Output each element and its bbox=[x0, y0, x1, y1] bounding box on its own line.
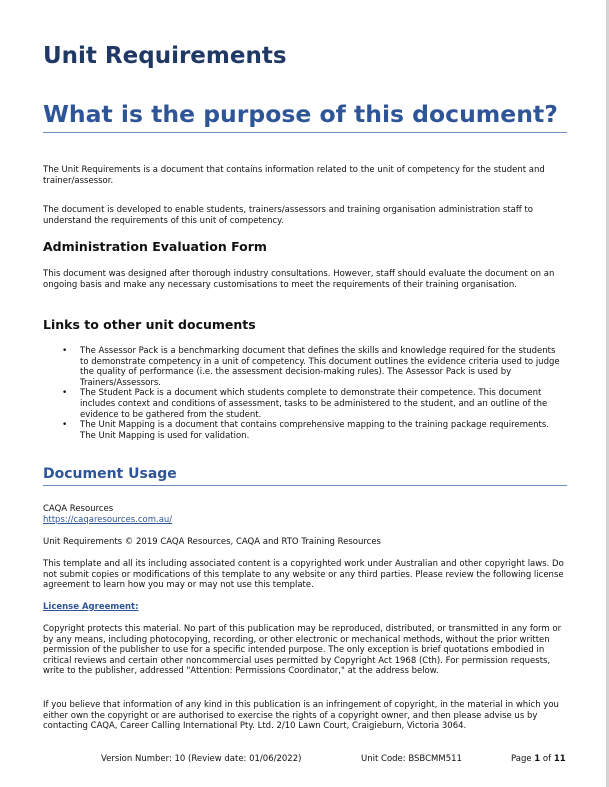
page-number bbox=[511, 754, 566, 764]
page-title: Unit Requirements bbox=[43, 43, 287, 69]
url-line bbox=[43, 515, 567, 526]
infringement-notice: If you believe that information of any kind in this publication is an infringement of copyright, in the material in which you either own the copyright or are authorised to exercise the rights of a copyright owner, and then please advise us by contacting CAQA, Career Calling International Pty. Ltd. 2/10 Lawn Court, Craigieburn, Victoria 3064. bbox=[43, 700, 559, 732]
license-label-line bbox=[43, 602, 567, 613]
document-usage-heading: Document Usage bbox=[43, 466, 567, 486]
unit-code: Unit Code: BSBCMM511 bbox=[361, 754, 462, 764]
copyright-line: Unit Requirements © 2019 CAQA Resources, CAQA and RTO Training Resources bbox=[43, 537, 381, 547]
page-current: 1 bbox=[534, 754, 541, 764]
page-footer bbox=[0, 754, 609, 768]
links-list bbox=[79, 346, 563, 441]
page-of: of bbox=[540, 754, 554, 764]
intro-paragraph-2: The document is developed to enable students, trainers/assessors and training organisation administration staff to understand the requirements of this unit of competency. bbox=[43, 205, 533, 226]
page-total: 11 bbox=[553, 754, 566, 764]
section-heading-purpose: What is the purpose of this document? bbox=[43, 100, 567, 133]
website-link[interactable]: https://caqaresources.com.au/ bbox=[43, 515, 173, 525]
page-prefix: Page bbox=[511, 754, 535, 764]
org-name: CAQA Resources bbox=[43, 504, 114, 514]
license-text: Copyright protects this material. No part of this publication may be reproduced, distributed, or transmitted in any form or by any means, including photocopying, recording, or other electronic or mechanical methods, without the prior written permission of the publisher to use for a specific intended purpose. The only exception is brief quotations embodied in critical reviews and certain other noncommercial uses permitted by Copyright Act 1968 (Cth). For permission requests, write to the publisher, addressed "Attention: Permissions Coordinator," at the address below. bbox=[43, 624, 562, 677]
links-heading: Links to other unit documents bbox=[43, 317, 256, 332]
license-agreement-link[interactable]: License Agreement: bbox=[43, 602, 139, 612]
admin-evaluation-heading: Administration Evaluation Form bbox=[43, 239, 267, 254]
list-item: • The Assessor Pack is a benchmarking document that defines the skills and knowledge required for the students to demonstrate competency in a unit of competency. This document outlines the evidence criteria used to judge the quality of performance (i.e. the assessment decision-making rules). The Assessor Pack is used by Trainers/Assessors. bbox=[79, 346, 563, 388]
list-item: • The Student Pack is a document which students complete to demonstrate their competence. This document includes context and conditions of assessment, tasks to be administered to the student, and an outline of the evidence to be gathered from the student. bbox=[79, 388, 563, 420]
version-number: Version Number: 10 (Review date: 01/06/2022) bbox=[101, 754, 302, 764]
admin-evaluation-paragraph: This document was designed after thorough industry consultations. However, staff should evaluate the document on an ongoing basis and make any necessary customisations to meet the requirements of their training organisation. bbox=[43, 269, 555, 290]
template-notice: This template and all its including associated content is a copyrighted work under Australian and other copyright laws. Do not submit copies or modifications of this template to any website or any third parties. Please review the following license agreement to learn how you may or may not use this template. bbox=[43, 559, 564, 591]
intro-paragraph-1: The Unit Requirements is a document that contains information related to the unit of competency for the student and trainer/assessor. bbox=[43, 165, 545, 186]
list-item: • The Unit Mapping is a document that contains comprehensive mapping to the training package requirements. The Unit Mapping is used for validation. bbox=[79, 420, 563, 441]
